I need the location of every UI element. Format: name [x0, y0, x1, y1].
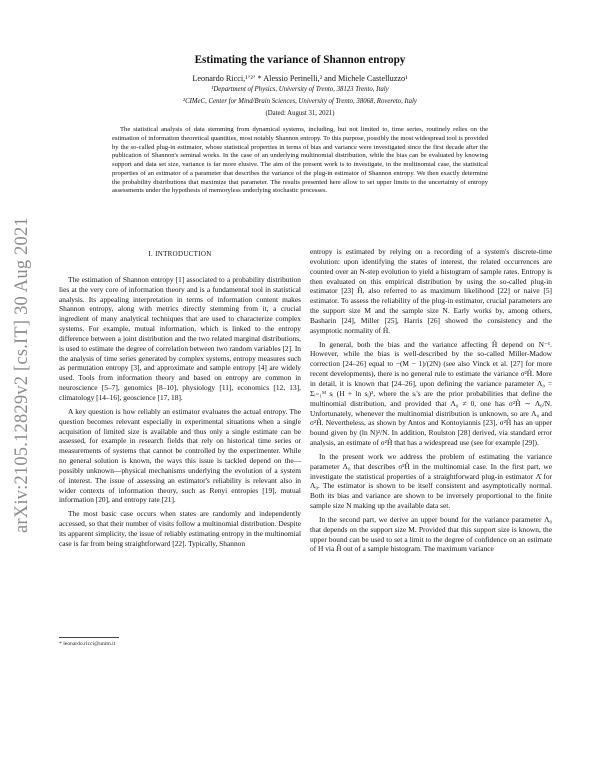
authors: Leonardo Ricci,¹ʼ²ʼ * Alessio Perinelli,² and Michele Castelluzzo¹ [192, 74, 408, 83]
paragraph: The estimation of Shannon entropy [1] associated to a probability distribution lies at the very core of information theory and is a fundamental tool in statistical analysis. Its appealing interpretation in terms of information content makes Shannon entropy, along with metrics directly stemming from it, a crucial ingredient of many analytical techniques that are used to characterize complex systems. For example, mutual information, which is linked to the entropy difference between a joint distribution and the two related marginal distributions, is used to estimate the degree of correlation between two random variables [2]. In the analysis of time series generated by complex systems, entropy measures such as permutation entropy [3], and approximate and sample entropy [4] are widely used. Tools from information theory and based on entropy are common in neuroscience [5–7], genomics [8–10], physiology [11], economics [12, 13], climatology [14–16], geoscience [17, 18]. [59, 274, 301, 402]
paragraph: The most basic case occurs when states are randomly and independently accessed, so that their number of visits follow a multinomial distribution. Despite its apparent simplicity, the issue of reliably estimating entropy in the multinomial case is far from being straightforward [22]. Typically, Shannon [59, 509, 301, 548]
paper-title: Estimating the variance of Shannon entropy [194, 54, 406, 66]
section-heading: I. INTRODUCTION [148, 250, 212, 258]
right-column [310, 247, 552, 558]
arxiv-stamp: arXiv:2105.12829v2 [cs.IT] 30 Aug 2021 [12, 217, 32, 533]
paragraph: In the second part, we derive an upper bound for the variance parameter Λ₀ that depends on the support size M. Provided that this support size is known, the upper bound can be used to set a limit to the degree of confidence on an estimate of H via Ĥ out of a sample histogram. The maximum variance [310, 514, 552, 554]
abstract: The statistical analysis of data stemming from dynamical systems, including, but not limited to, time series, routinely relies on the estimation of information theoretical quantities, most notably Shannon entropy. To this purpose, possibly the most widespread tool is provided by the so-called plug-in estimator, whose statistical properties in terms of bias and variance were investigated since the first decade after the publication of Shannon's seminal works. In the case of an underlying multinomial distribution, while the bias can be evaluated by knowing support and data set size, variance is far more elusive. The aim of the present work is to investigate, in the multinomial case, the statistical properties of an estimator of a parameter that describes the variance of the plug-in estimator of Shannon entropy. We then exactly determine the probability distributions that maximize that parameter. The results presented here allow to set upper limits to the uncertainty of entropy assessments under the hypothesis of memoryless underlying stochastic processes. [112, 126, 488, 195]
footnote-email: * leonardo.ricci@unitn.it [59, 641, 116, 647]
affiliation-1: ¹Department of Physics, University of Trento, 38123 Trento, Italy [211, 86, 389, 93]
affiliation-2: ²CIMeC, Center for Mind/Brain Sciences, University of Trento, 38068, Rovereto, Italy [183, 98, 417, 105]
paragraph: A key question is how reliably an estimator evaluates the actual entropy. The question becomes relevant especially in experimental situations when a single acquisition of limited size is available and thus only a single estimate can be assessed, for example in research fields that rely on historical time series or measurements of systems that cannot be controlled by the experimenter. While no general solution is known, the ways this issue is tackled depend on the—possibly unknown—physical mechanisms underlying the evolution of a system of interest. The issue of assessing an estimator's reliability is relevant also in wider contexts of information theory, such as Renyi entropies [19], mutual information [20], and entropy rate [21]. [59, 406, 301, 505]
paragraph: In the present work we address the problem of estimating the variance parameter Λ₀ that describes σ²Ĥ in the multinomial case. In the first part, we investigate the statistical properties of a straightforward plug-in estimator Λ̂ for Λ₀. The estimator is shown to be itself consistent and asymptotically normal. Both its bias and variance are shown to be inversely proportional to the finite sample size N making up the available data set. [310, 451, 552, 511]
left-column [59, 250, 301, 553]
paragraph: entropy is estimated by relying on a recording of a system's discrete-time evolution: upon identifying the states of interest, the related occurrences are counted over an N-step evolution to yield a histogram of sample rates. Entropy is then evaluated on this empirical distribution by using the so-called plug-in estimator [23] Ĥ, also referred to as maximum likelihood [22] or naive [5] estimator. To assess the reliability of the plug-in estimator, crucial parameters are the support size M and the sample size N. Early works by, among others, Basharin [24], Miller [25], Harris [26] showed the consistency and the asymptotic normality of Ĥ. [310, 247, 552, 335]
paragraph: In general, both the bias and the variance affecting Ĥ depend on N⁻¹. However, while the bias is well-described by the so-called Miller-Madow correction [24–26] equal to −(M − 1)/(2N) (see also Vinck et al. [27] for more recent developments), there is no general rule to estimate the variance σ²Ĥ. More in detail, it is known that [24–26], upon defining the variance parameter Λ₀ = Σᵢ₌₁ᴹ sᵢ (H + ln sᵢ)², where the sᵢ's are the prior probabilities that define the multinomial distribution, and provided that Λ₀ ≠ 0, one has σ²Ĥ ∼ Λ₀/N. Unfortunately, whenever the multinomial distribution is unknown, so are Λ₀ and σ²Ĥ. Nevertheless, as shown by Antos and Kontoyiannis [23], σ²Ĥ has an upper bound given by (ln N)²/N. In addition, Roulston [28] derived, via standard error analysis, an estimate of σ²Ĥ that has a widespread use (see for example [29]). [310, 339, 552, 448]
date-line: (Dated: August 31, 2021) [265, 110, 335, 117]
footnote-rule [59, 637, 119, 638]
